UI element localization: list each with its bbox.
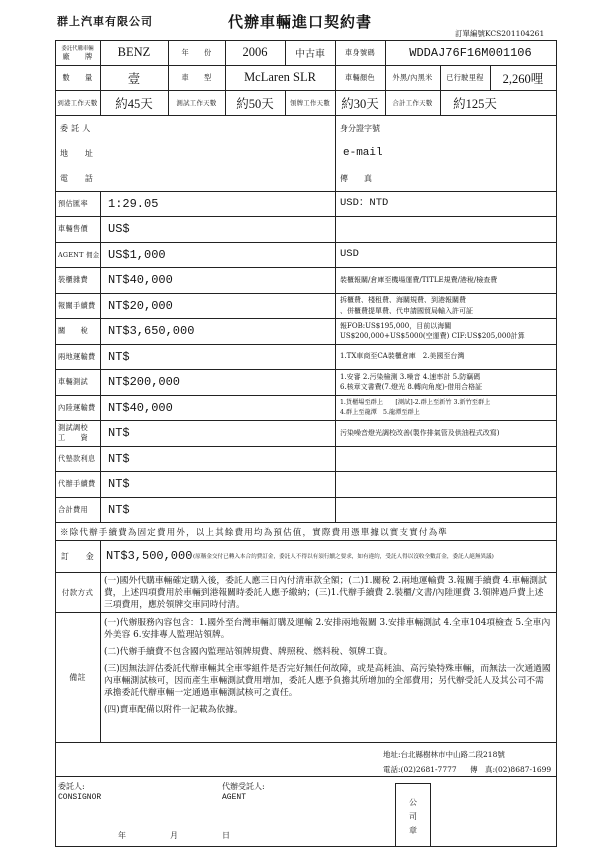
fee-label: 裝櫃雜費 [58, 275, 88, 284]
fee-label: 代辦手續費 [58, 479, 96, 488]
arrival-days-label: 到港工作天數 [57, 99, 98, 107]
date-day: 日 [222, 831, 230, 840]
fee-note [335, 420, 556, 446]
total-days-label: 合計工作天數 [392, 99, 433, 107]
mileage-label: 已行駛里程 [446, 72, 484, 82]
fee-note-line: 1.安審 2.污染檢測 3.噪音 4.速率計 5.防竊碼 [340, 372, 481, 381]
consignor-address-label: 地 址 [60, 149, 94, 158]
payment-label: 付款方式 [61, 587, 94, 597]
table-rule [55, 742, 556, 743]
remark-item: (四)賣車配備以附件一記載為依據。 [104, 705, 243, 715]
fee-note-line: 污染噪音燈光調校改善(製作排氣管及供油程式改寫) [340, 428, 500, 437]
fee-label: 報關手續費 [58, 300, 96, 310]
table-rule [55, 776, 556, 777]
quantity-label: 數 量 [62, 72, 93, 82]
total-days-value: 約125天 [453, 96, 497, 111]
fee-amount: NT$40,000 [108, 400, 173, 415]
fee-label: 內陸運輸費 [58, 402, 96, 412]
mileage-value: 2,260哩 [502, 71, 544, 86]
fee-label: 兩地運輸費 [58, 351, 96, 361]
plate-days-value: 約30天 [341, 96, 379, 111]
remark-item: (一)代辦服務內容包含：1.國外至台灣車輛訂購及運輸 2.安排兩地報關 3.安排車輛測試 4.全車104項檢查 5.全車內外美容 6.安排專人監理站領牌。 [104, 618, 551, 640]
fee-label: 車輛測試 [58, 377, 88, 386]
company-name: 群上汽車有限公司 [57, 15, 153, 28]
remarks-label: 備註 [69, 672, 86, 682]
remark-item: (三)因無法評估委託代辦車輛其全車零組件是否完好無任何故障，或是高耗油、高污染特殊車輛，而無法一次通過國內車輛測試核可，因而產生車輛測試費用增加，委託人應予負擔其所增加的全部費用；另代辦受託人及其公司不需承擔委託代辦車輛一定通過車輛測試核可之責任。 [104, 664, 551, 698]
fee-amount: NT$ [108, 426, 130, 440]
test-days-label: 測試工作天數 [176, 99, 217, 107]
model-value: McLaren SLR [244, 70, 316, 84]
fee-note-line: 1.貨櫃場至群上 [測試]-2.群上至新竹 3.新竹至群上 [340, 398, 491, 406]
fee-amount: NT$ [108, 349, 130, 364]
fee-amount: NT$3,650,000 [108, 324, 195, 338]
consignor-name-label: 委 託 人 [60, 124, 91, 133]
fee-note [335, 395, 556, 420]
arrival-days-value: 約45天 [115, 96, 153, 111]
color-value: 外黑/內黑米 [392, 72, 433, 82]
fee-note-line: 、併櫃費提單費、代申請國貿局輸入許可証 [340, 306, 473, 315]
fee-label: 關 稅 [58, 326, 88, 335]
brand-label: 廠 牌 [62, 51, 93, 61]
vin-value: WDDAJ76F16M001106 [409, 45, 532, 60]
fee-note-line: 6.核章文書費(7.燈光 8.轉向角度)-借用合格証 [340, 383, 483, 391]
fee-label: 代墊款利息 [58, 453, 96, 463]
fee-label: 工 資 [58, 433, 88, 442]
brand-label-cell [55, 40, 100, 65]
agent-signature-label: 代辦受託人: [222, 782, 265, 791]
company-phone: 電話:(02)2681-7777 [383, 765, 457, 774]
fee-amount: 1:29.05 [108, 196, 159, 211]
fee-note [335, 318, 556, 344]
fee-note [335, 242, 556, 267]
company-fax: 傳 真:(02)8687-1699 [470, 765, 552, 774]
agent-signature-en: AGENT [222, 793, 247, 802]
fee-label: 預估匯率 [58, 198, 88, 208]
fee-note-line: 裝櫃報關/倉庫至機場運費/TITLE規費/港稅/檢查費 [340, 275, 498, 284]
fee-note [335, 344, 556, 369]
fee-label: 合計費用 [58, 504, 88, 514]
plate-days-label: 領牌工作天數 [289, 99, 331, 107]
fee-note [335, 293, 556, 318]
year-value: 2006 [242, 45, 268, 59]
remarks-list [104, 617, 552, 721]
email-label: e-mail [343, 147, 383, 159]
fee-note-line: US$200,000+US$5000(空運費) CIF:US$205,000計算 [340, 332, 525, 340]
fee-note-line: USD [340, 248, 359, 261]
date-month: 月 [170, 831, 178, 840]
quantity-value: 壹 [127, 71, 141, 86]
fee-note-line: 拆櫃費、棧租費、海關規費、到港報關費 [340, 296, 466, 304]
table-rule [55, 540, 556, 541]
brand-caption: 委託代購車輛 [61, 45, 94, 52]
company-address: 地址:台北縣樹林市中山路二段218號 [383, 750, 505, 759]
fee-amount: NT$40,000 [108, 273, 173, 287]
company-stamp-label: 公司章 [409, 798, 417, 835]
fee-note-line: USD：NTD [340, 197, 389, 210]
table-rule [55, 115, 556, 116]
table-rule [55, 522, 556, 523]
fee-note [335, 369, 556, 395]
year-label: 年 份 [181, 47, 212, 57]
table-rule [55, 612, 556, 613]
order-number: 訂單編號KCS201104261 [455, 29, 545, 38]
fee-note [335, 191, 556, 216]
vin-label: 車身號碼 [345, 47, 375, 57]
payment-terms: (一)國外代購車輛確定購入後，委託人應三日內付清車款全額；(二)1.關稅 2.兩地運輸費 3.報關手續費 4.車輛測試費，上述四項費用於車輛到港報關時委託人應予繳納；(三)1.代辦手續費 2.裝櫃/文書/內陸運費 3.領牌過戶費上述三項費用，應於領牌交車同時付清。 [104, 576, 547, 610]
test-days-value: 約50天 [236, 96, 274, 111]
color-label: 車輛顏色 [345, 72, 375, 82]
fee-note [335, 267, 556, 293]
condition-value: 中古車 [295, 49, 325, 60]
deposit-terms: (原稱金交付已轉入本合約費訂金，委託人不得以有須行續之要求，如有違約，受託人得以沒收全數訂金，委託人絕無異議) [193, 554, 494, 560]
deposit-label: 訂 金 [60, 551, 95, 561]
fee-amount: NT$ [108, 477, 130, 491]
fax-label: 傳 真 [340, 174, 372, 183]
remark-item: (二)代辦手續費不包含國內監理站領牌規費、牌照稅、燃料稅、領牌工資。 [104, 647, 393, 657]
fee-amount: NT$ [108, 502, 130, 517]
fee-note-line: 4.群上至龍潭 5.龍潭至群上 [340, 408, 420, 416]
column-rule [100, 540, 101, 742]
fee-label: 測試調校 [58, 423, 88, 432]
fee-label: AGENT 佣金 [58, 251, 100, 259]
fee-disclaimer: ※除代辦手續費為固定費用外，以上其餘費用均為預估值，實際費用憑單據以實支實付為準 [60, 528, 449, 538]
fee-amount: NT$ [108, 451, 130, 466]
fee-amount: NT$20,000 [108, 298, 173, 313]
fee-amount: US$ [108, 222, 130, 236]
table-rule [55, 572, 556, 573]
fee-amount: US$1,000 [108, 247, 166, 262]
consignor-signature-en: CONSIGNOR [58, 793, 102, 802]
deposit-amount: NT$3,500,000 [106, 549, 193, 563]
document-title: 代辦車輛進口契約書 [228, 13, 373, 31]
fee-note-line: 1.TX車商至CA裝櫃倉庫 2.美國至台灣 [340, 352, 465, 361]
id-number-label: 身分證字號 [340, 124, 380, 133]
fee-label-cell [55, 420, 100, 446]
fee-note-line: 報FOB:US$195,000，目前以海關 [340, 321, 452, 330]
consignor-phone-label: 電 話 [60, 174, 94, 183]
brand-value: BENZ [117, 45, 151, 59]
consignor-signature-label: 委託人: [58, 782, 85, 791]
model-label: 車 型 [181, 72, 212, 82]
fee-label: 車輛售價 [58, 224, 88, 233]
fee-amount: NT$200,000 [108, 375, 181, 389]
date-year: 年 [118, 831, 126, 840]
